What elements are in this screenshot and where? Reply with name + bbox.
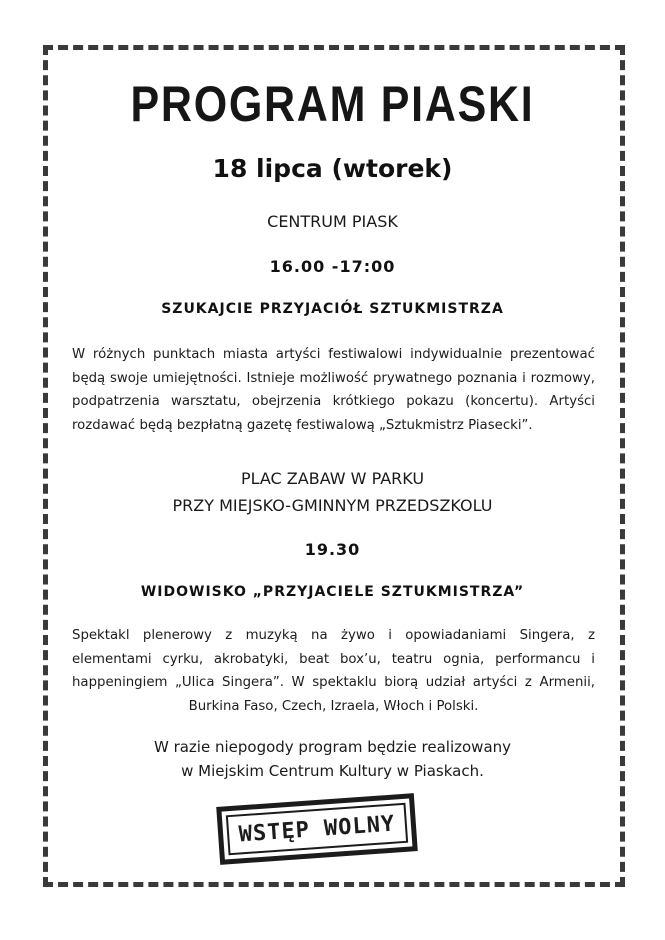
event-1-description: W różnych punktach miasta artyści festiwalowi indywidualnie prezentować będą swoje umiejętności. Istnieje możliwość prywatnego poznania i rozmowy, podpatrzenia warsztatu, obejrzenia krótkiego pokazu (koncertu). Artyści rozdawać będą bezpłatną gazetę festiwalową „Sztukmistrz Piasecki”. bbox=[72, 347, 595, 433]
weather-note-line-1: W razie niepogody program będzie realizowany bbox=[153, 738, 512, 756]
event-1-place: CENTRUM PIASK bbox=[267, 212, 398, 231]
event-2-heading: WIDOWISKO „PRZYJACIELE SZTUKMISTRZA” bbox=[140, 584, 525, 600]
event-1-time: 16.00 -17:00 bbox=[269, 257, 396, 276]
stamp-text: WSTĘP WOLNY bbox=[237, 811, 397, 847]
stamp-inner-border bbox=[226, 803, 408, 855]
event-date: 18 lipca (wtorek) bbox=[212, 154, 453, 183]
event-2-place-line-1: PLAC ZABAW W PARKU bbox=[240, 469, 425, 488]
weather-note-line-2: w Miejskim Centrum Kultury w Piaskach. bbox=[181, 762, 484, 780]
page-title: PROGRAM PIASKI bbox=[130, 76, 535, 132]
event-1-heading: SZUKAJCIE PRZYJACIÓŁ SZTUKMISTRZA bbox=[161, 301, 504, 317]
event-2-description: Spektakl plenerowy z muzyką na żywo i opowiadaniami Singera, z elementami cyrku, akrobatyki, beat box’u, teatru ognia, performancu i happeningiem „Ulica Singera”. W spektaklu biorą udział artyści z Armenii, Burkina Faso, Czech, Izraela, Włoch i Polski. bbox=[72, 628, 595, 714]
event-2-place-line-2: PRZY MIEJSKO-GMINNYM PRZEDSZKOLU bbox=[172, 496, 493, 515]
event-2-time: 19.30 bbox=[304, 540, 361, 559]
